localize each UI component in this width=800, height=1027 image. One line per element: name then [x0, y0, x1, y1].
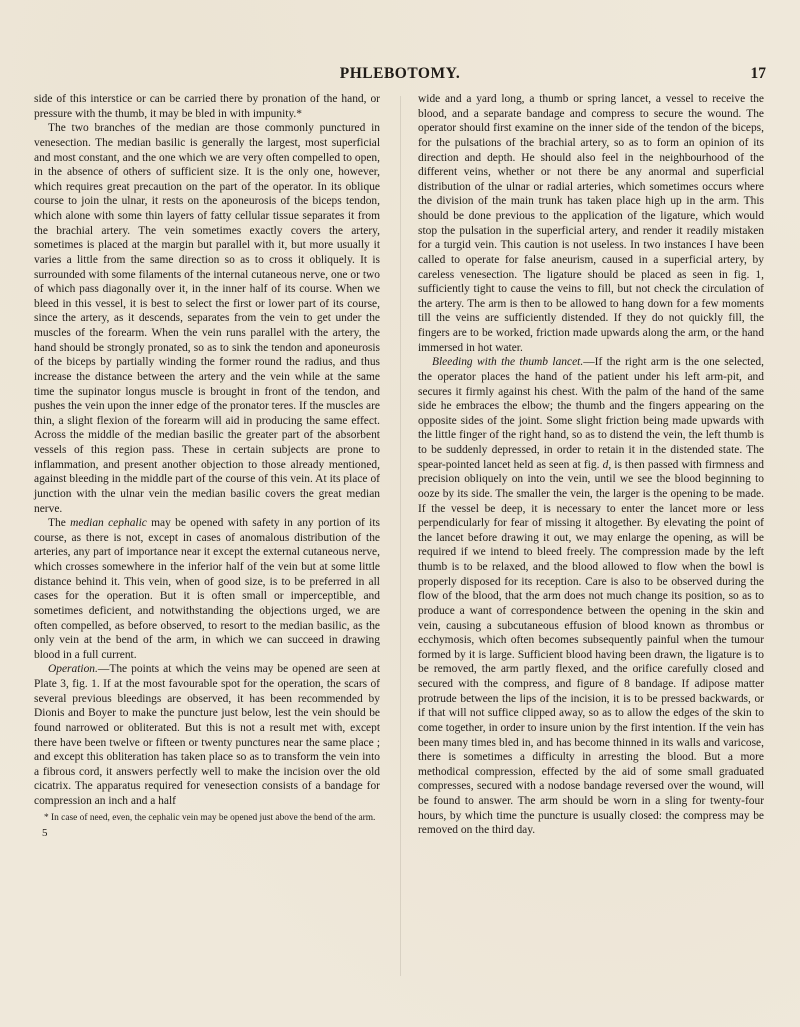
page-header [34, 65, 766, 89]
left-column [34, 92, 380, 841]
page-number: 17 [750, 65, 766, 82]
text-run: may be opened with safety in any portion of its course, as there is not, except in cases of anomalous distribution of the arteries, any part of importance near it except the external cutaneous nerve, which crosses somewhere in the inferior half of the vein but at some little distance behind it. This vein, when of good size, is to be preferred in all cases for the operation. But it is often small or imperceptible, and sometimes deficient, and notwithstanding the objections urged, we are often compelled, as before observed, to resort to the median basilic, as the only vein at the bend of the arm, in which we can succeed in drawing blood in a full current. [34, 517, 380, 661]
paragraph: The two branches of the median are those commonly punctured in venesection. The median basilic is generally the largest, most superficial and most constant, and the one which we are very often compelled to open, in the absence of others of sufficient size. It is the only one, however, which requires great precaution on the part of the operator. In its oblique course to join the ulnar, it rests on the aponeurosis of the biceps tendon, which alone with some thin layers of fatty cellular tissue separates it from the brachial artery. The vein sometimes exactly covers the artery, sometimes is placed at the margin but parallel with it, but more usually it varies a little from the same direction so as to cross it obliquely. It is surrounded with some filaments of the internal cutaneous nerve, one or two of which pass diagonally over it, in the inner half of its course. When we bleed in this vessel, it is best to select the first or lower part of its course, since the artery, as it descends, separates from the vein to get under the muscles of the forearm. When the vein runs parallel with the artery, the hand should be strongly pronated, so as to sink the tendon and aponeurosis of the biceps by partially winding the former round the radius, and thus increase the distance between the artery and the vein while at the same time the supinator longus muscle is brought in front of the tendon, and pushes the vein upon the inner edge of the pronator teres. If the muscles are thin, a slight flexion of the forearm will aid in producing the same effect. Across the middle of the median basilic the greater part of the absorbent vessels of this region pass. These in certain subjects are prone to inflammation, and present another objection to those already mentioned, against bleeding in the middle part of the course of this vein. At its place of junction with the ulnar vein the median basilic covers the great median nerve. [34, 122, 380, 515]
figure-reference: d [602, 458, 609, 471]
paragraph: wide and a yard long, a thumb or spring lancet, a vessel to receive the blood, and a separate bandage and compress to secure the wound. The operator should first examine on the inner side of the tendon of the biceps, for the pulsations of the brachial artery, so as to form an opinion of its direction and depth. He should also feel in the neighbourhood of the different veins, whether or not there be any anormal and superficial distribution of the ulnar or radial arteries, which sometimes occurs where the division of the main trunk has taken place high up in the arm. This should be done previous to the application of the ligature, which would stop the pulsation in the superficial artery, and render it readily mistaken for a turgid vein. This caution is not useless. In two instances I have been called to operate for false aneurism, caused in a superficial artery, by careless venesection. The ligature should be placed as seen in fig. 1, sufficiently tight to cause the veins to fill, but not check the circulation of the artery. The arm is then to be allowed to hang down for a few moments till the veins are sufficiently distended. If they do not quickly fill, the fingers are to be worked, friction made upwards along the arm, or the hand immersed in hot water. [418, 93, 764, 354]
signature-mark: 5 [42, 827, 48, 840]
right-column [418, 92, 764, 838]
paragraph [34, 662, 380, 808]
text-run: —The points at which the veins may be opened are seen at Plate 3, fig. 1. If at the most favourable spot for the operation, the scars of several previous bleedings are observed, it has been recommended by Dionis and Boyer to make the puncture just below, lest the vein should be found narrowed or obliterated. But this is not a result met with, except there have been twelve or fifteen or twenty punctures near the same place ; and except this obliteration has taken place so as to transform the vein into a fibrous cord, it answers perfectly well to make the incision over the old cicatrix. The apparatus required for venesection consists of a bandage for compression an inch and a half [34, 663, 380, 807]
italic-term: median cephalic [70, 517, 147, 530]
section-heading: Bleeding with the thumb lancet. [432, 356, 584, 369]
text-run: , is then passed with firmness and precision obliquely on into the vein, until we see the blood beginning to ooze by its side. The smaller the vein, the larger is the opening to be made. If the vessel be deep, it is necessary to enter the lancet more or less perpendicularly for fear of missing it altogether. By elevating the point of the lancet before drawing it out, we may enlarge the opening, as will be required if we intend to bleed freely. The compression made by the left thumb is to be relaxed, and the blood allowed to flow when the bowl is properly disposed for its reception. Care is also to be observed during the flow of the blood, that the arm does not much change its position, so as to produce a want of correspondence between the opening in the skin and vein, causing a subcutaneous effusion of blood known as thrombus or ecchymosis, which often becomes subsequently painful when the tumour formed by it is large. Sufficient blood having been drawn, the ligature is to be removed, the arm partly flexed, and the orifice carefully closed and secured with the compress, and figure of 8 bandage. If adipose matter protrude between the lips of the incision, it is to be pressed backwards, or if that will not suffice clipped away, so as to allow the edges of the skin to come together, in order to insure union by the first intention. If the vein has been many times bled in, and has become thinned in its walls and varicose, there is sometimes a difficulty in arresting the blood. But a more methodical compression, effected by the aid of some small graduated compresses, secured with a nodose bandage reversed over the wound, will be found to answer. The arm should be worn in a sling for twenty-four hours, by which time the puncture is usually closed: the compress may be removed on the third day. [418, 458, 764, 837]
text-run: —If the right arm is the one selected, the operator places the hand of the patient under his left arm-pit, and secures it firmly against his chest. With the palm of the hand of the same side he embraces the elbow; the thumb and the fingers appearing on the opposite sides of the joint. Some slight friction being made upwards with the little finger of the right hand, so as to distend the vein, the left thumb is to be suddenly depressed, in order to retain it in the distended state. The spear-pointed lancet held as seen at fig. [418, 356, 764, 471]
paragraph [418, 355, 764, 838]
section-heading: Operation. [48, 663, 98, 676]
running-title: PHLEBOTOMY. [339, 65, 461, 82]
paragraph [34, 516, 380, 662]
text-run: The [48, 517, 71, 530]
footnote: * In case of need, even, the cephalic vein may be opened just above the bend of the arm. [44, 812, 376, 823]
paragraph: side of this interstice or can be carried there by pronation of the hand, or pressure with the thumb, it may be bled in with impunity.* [34, 93, 380, 120]
column-divider [400, 96, 401, 976]
